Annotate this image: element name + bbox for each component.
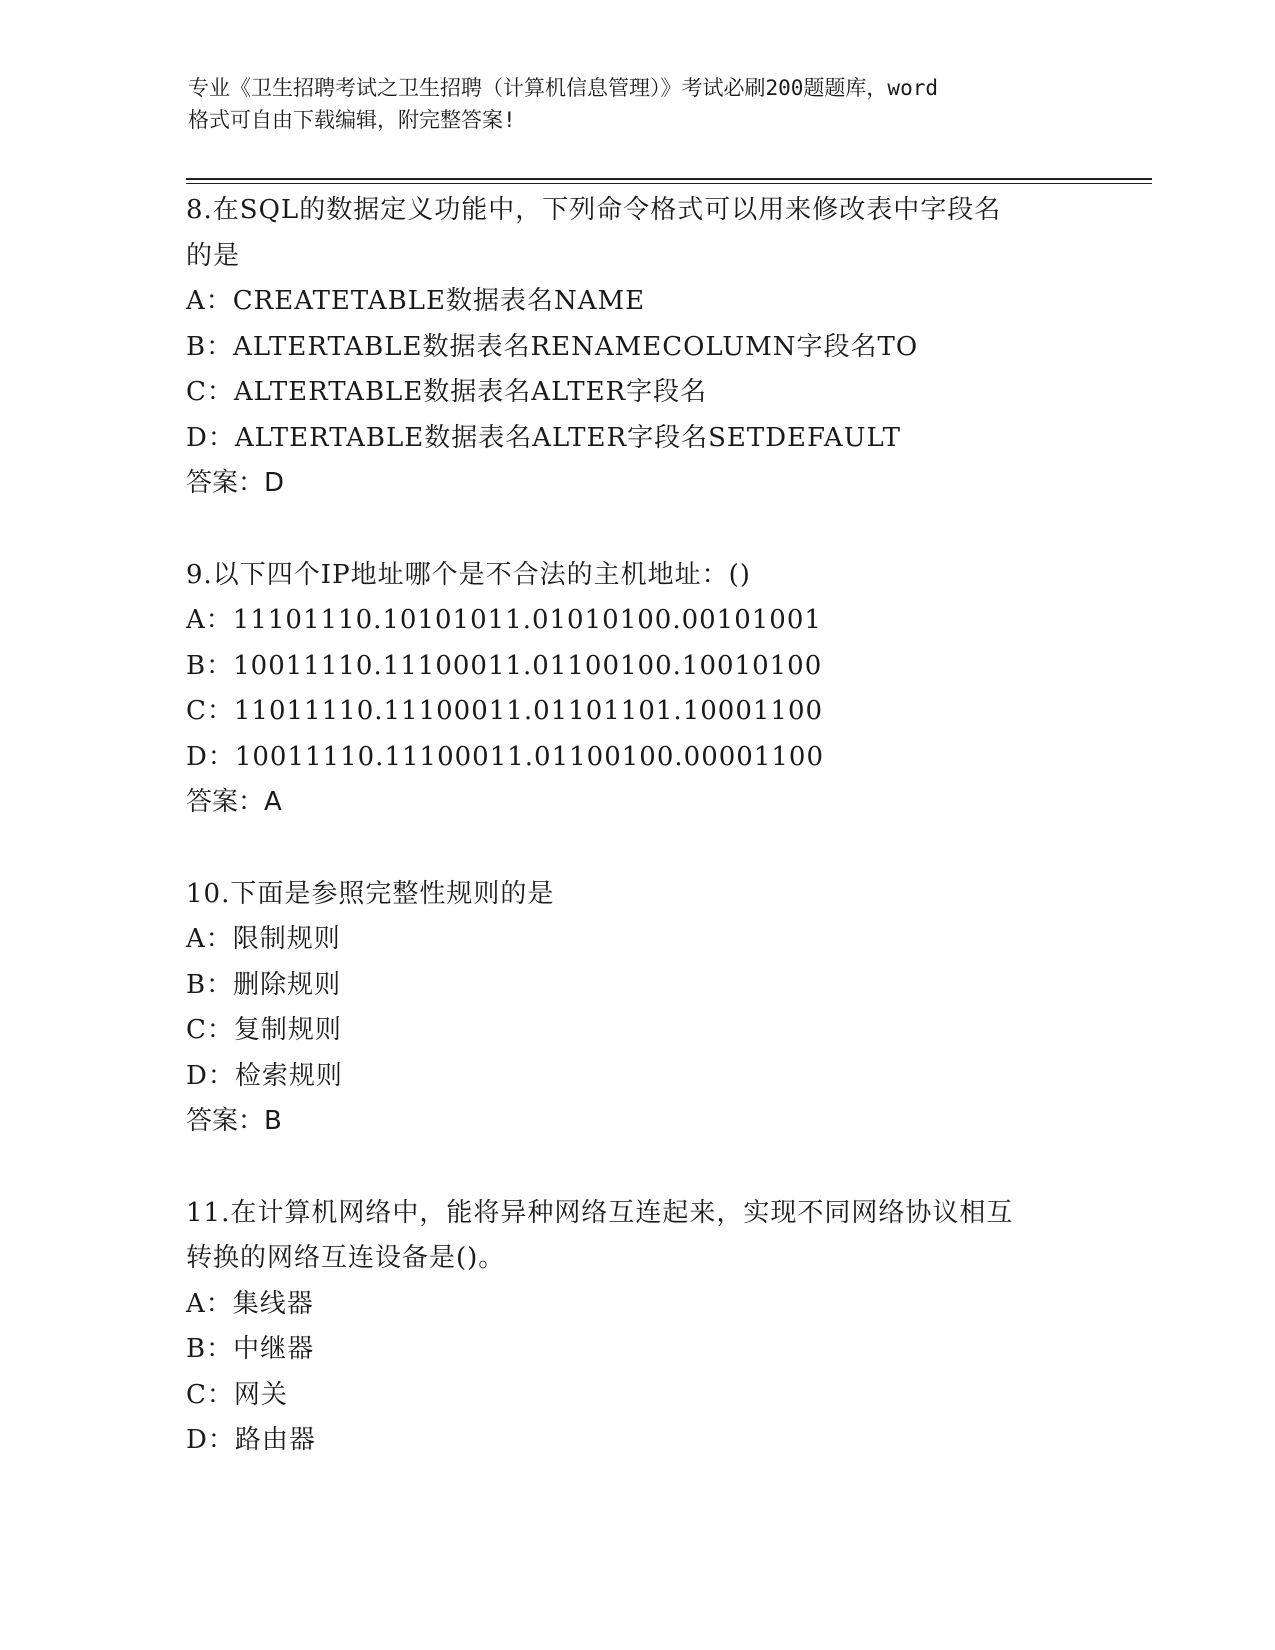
document-header [188, 72, 1088, 136]
option-b: B：中继器 [186, 1334, 315, 1364]
header-rule-thin [186, 183, 1152, 184]
option-d: D：10011110.11100011.01100100.00001100 [186, 741, 824, 772]
option-b: B：10011110.11100011.01100100.10010100 [186, 650, 823, 681]
answer: 答案：D [186, 468, 285, 498]
option-a: A：11101110.10101011.01010100.00101001 [186, 605, 822, 635]
answer: 答案：A [186, 787, 282, 817]
header-rule-thick [186, 178, 1152, 180]
header-line-2: 格式可自由下载编辑，附完整答案! [188, 108, 516, 132]
option-b: B：ALTERTABLE数据表名RENAMECOLUMN字段名TO [186, 331, 919, 362]
question-stem: 10.下面是参照完整性规则的是 [186, 878, 555, 909]
question-8 [186, 188, 1146, 507]
option-a: A：CREATETABLE数据表名NAME [186, 286, 646, 316]
option-c: C：网关 [186, 1379, 288, 1410]
question-10 [186, 872, 1146, 1145]
question-9 [186, 553, 1146, 826]
option-c: C：复制规则 [186, 1015, 342, 1045]
option-c: C：ALTERTABLE数据表名ALTER字段名 [186, 377, 708, 407]
question-stem: 9.以下四个IP地址哪个是不合法的主机地址：() [186, 559, 751, 590]
question-stem: 转换的网络互连设备是()。 [186, 1243, 506, 1273]
header-line-1: 专业《卫生招聘考试之卫生招聘（计算机信息管理）》考试必刷200题题库，word [188, 76, 938, 100]
option-d: D：检索规则 [186, 1060, 343, 1091]
option-d: D：ALTERTABLE数据表名ALTER字段名SETDEFAULT [186, 422, 901, 453]
option-a: A：集线器 [186, 1288, 314, 1319]
option-a: A：限制规则 [186, 924, 341, 954]
question-stem: 的是 [186, 240, 241, 271]
question-list [186, 188, 1146, 1464]
question-stem: 11.在计算机网络中，能将异种网络互连起来，实现不同网络协议相互 [186, 1197, 1014, 1228]
answer: 答案：B [186, 1106, 282, 1136]
option-c: C：11011110.11100011.01101101.10001100 [186, 696, 824, 726]
question-stem: 8.在SQL的数据定义功能中，下列命令格式可以用来修改表中字段名 [186, 195, 1002, 225]
question-11 [186, 1191, 1146, 1464]
option-d: D：路由器 [186, 1425, 316, 1455]
option-b: B：删除规则 [186, 969, 342, 1000]
